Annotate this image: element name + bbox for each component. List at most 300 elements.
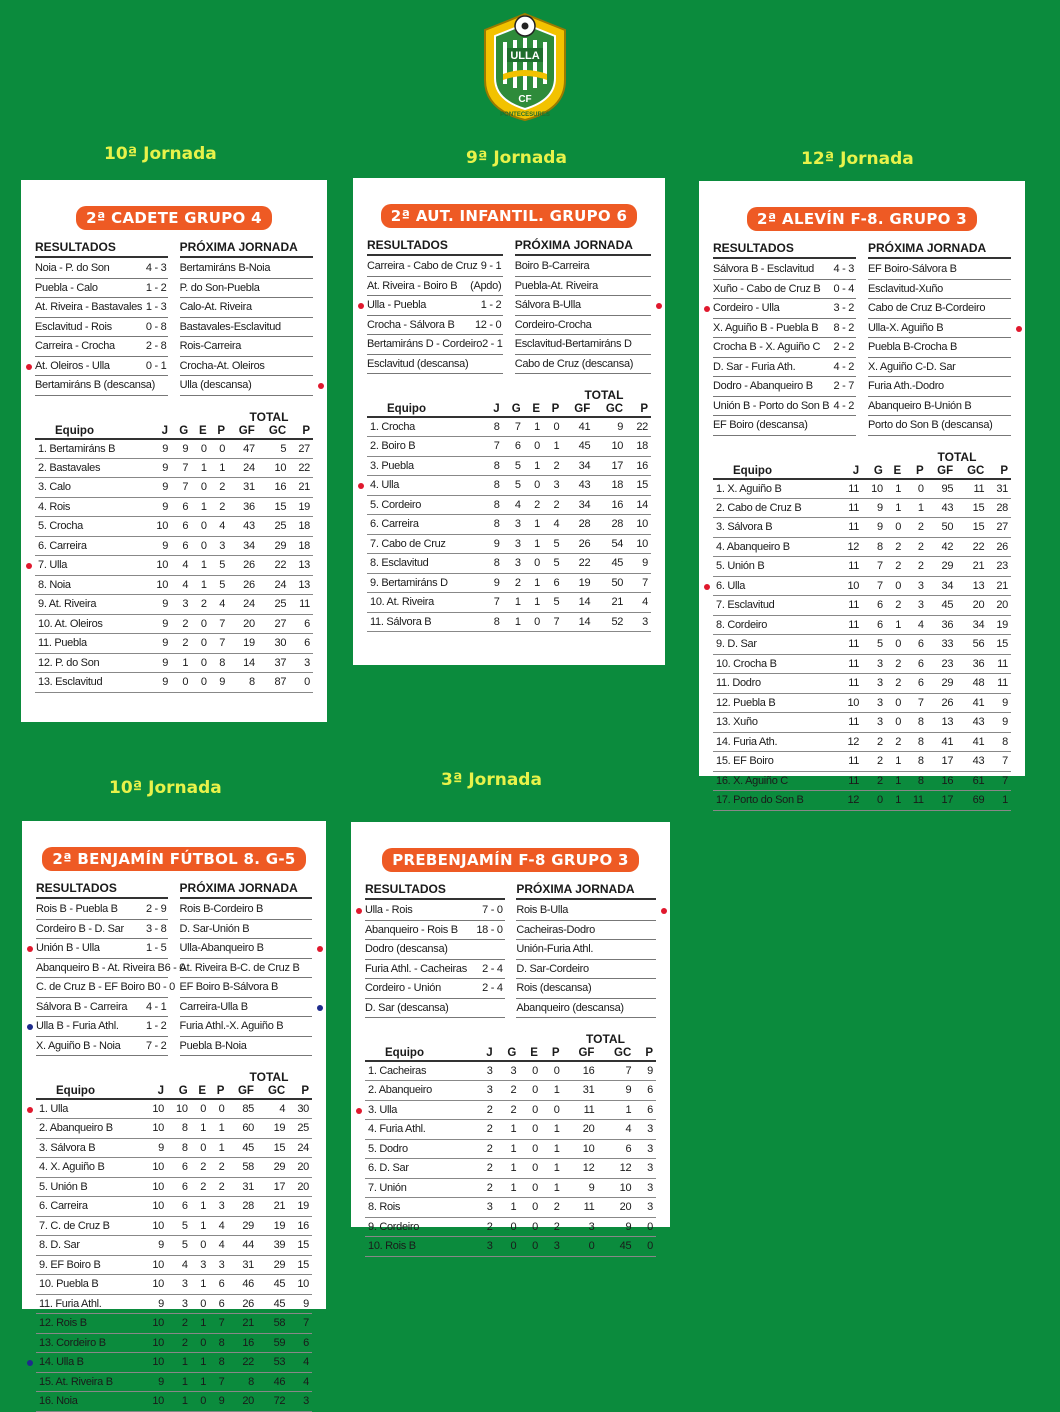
standings-row	[713, 537, 1011, 557]
stat-cell: 20	[227, 1392, 257, 1412]
next-match-teams: Furia Athl.-X. Aguiño B	[179, 1020, 284, 1032]
stat-cell: 20	[956, 596, 987, 616]
stat-cell: 34	[562, 456, 593, 476]
column-header: P	[541, 1046, 563, 1061]
next-match-row	[180, 357, 313, 377]
team-name: 10. Crocha B	[713, 654, 838, 674]
next-match-row	[180, 259, 313, 279]
stat-cell: 12	[563, 1159, 598, 1179]
stat-cell: 22	[289, 458, 313, 478]
red-marker-dot	[704, 306, 710, 312]
result-row	[365, 921, 505, 941]
match-teams: Sálvora B - Carreira	[36, 1000, 128, 1013]
standings-row	[713, 498, 1011, 518]
stat-cell: 60	[227, 1119, 257, 1139]
stat-cell: 1	[541, 1081, 563, 1101]
team-name: 1. Ulla	[36, 1099, 143, 1119]
stat-cell: 2	[210, 497, 228, 517]
team-name: 4. Rois	[35, 497, 147, 517]
stat-cell: 2	[862, 732, 886, 752]
stat-cell: 3	[862, 693, 886, 713]
stat-cell: 2	[862, 771, 886, 791]
standings-table	[36, 1084, 312, 1412]
stat-cell: 1	[597, 1100, 634, 1120]
stat-cell: 9	[143, 1236, 167, 1256]
stat-cell: 11	[838, 674, 862, 694]
stat-cell: 10	[143, 1353, 167, 1373]
stat-cell: 26	[228, 556, 258, 576]
stat-cell: 11	[838, 752, 862, 772]
stat-cell: 17	[927, 752, 956, 772]
team-name: 12. Rois B	[36, 1314, 143, 1334]
stat-cell: 2	[496, 1081, 520, 1101]
team-name: 16. X. Aguiño C	[713, 771, 838, 791]
stat-cell: 15	[956, 498, 987, 518]
stat-cell: 1	[886, 752, 904, 772]
stat-cell: 9	[209, 1392, 227, 1412]
standings-row	[36, 1372, 312, 1392]
team-name: 1. Cacheiras	[365, 1061, 476, 1081]
stat-cell: 7	[171, 478, 191, 498]
standings-row	[713, 576, 1011, 596]
next-match-teams: Cabo de Cruz (descansa)	[514, 357, 634, 370]
stat-cell: 6	[289, 634, 313, 654]
match-score: 4 - 3	[833, 263, 855, 275]
stat-cell: 1	[886, 615, 904, 635]
stat-cell: 0	[191, 1392, 209, 1412]
stat-cell: 0	[496, 1237, 520, 1257]
team-name: 13. Cordeiro B	[36, 1333, 143, 1353]
standings-row	[365, 1159, 656, 1179]
stat-cell: 2	[171, 614, 191, 634]
stat-cell: 20	[228, 614, 258, 634]
stat-cell: 3	[862, 674, 886, 694]
stat-cell: 17	[257, 1177, 288, 1197]
stat-cell: 0	[886, 693, 904, 713]
stat-cell: 41	[927, 732, 956, 752]
stat-cell: 0	[171, 673, 191, 693]
stat-cell: 21	[956, 557, 987, 577]
stat-cell: 27	[258, 614, 289, 634]
team-name: 4. Abanqueiro B	[713, 537, 838, 557]
column-header: GF	[228, 424, 258, 439]
stat-cell: 15	[288, 1236, 312, 1256]
blue-marker-dot	[27, 1360, 33, 1366]
column-header: E	[524, 402, 543, 417]
team-name: 4. X. Aguiño B	[36, 1158, 143, 1178]
red-marker-dot	[661, 908, 667, 914]
standings-row	[713, 752, 1011, 772]
blue-marker-dot	[27, 1024, 33, 1030]
stat-cell: 6	[167, 1197, 191, 1217]
stat-cell: 2	[886, 732, 904, 752]
stat-cell: 45	[927, 596, 956, 616]
stat-cell: 1	[541, 1120, 563, 1140]
stat-cell: 5	[167, 1216, 191, 1236]
match-score: 8 - 2	[833, 321, 855, 334]
next-match-row	[515, 257, 651, 277]
team-name: 7. Esclavitud	[713, 596, 838, 616]
results-column	[36, 881, 186, 1056]
stat-cell: 8	[485, 495, 503, 515]
stat-cell: 28	[593, 515, 626, 535]
results-section	[35, 240, 313, 396]
stat-cell: 3	[496, 1061, 520, 1081]
stat-cell: 10	[143, 1314, 167, 1334]
next-match-teams: Abanqueiro B-Unión B	[867, 399, 972, 412]
svg-text:CF: CF	[518, 94, 532, 105]
stat-cell: 19	[257, 1119, 288, 1139]
stat-cell: 1	[503, 612, 524, 632]
stat-cell: 2	[476, 1120, 496, 1140]
standings-row	[713, 596, 1011, 616]
stat-cell: 43	[562, 476, 593, 496]
team-name: 7. Unión	[365, 1178, 476, 1198]
result-row	[365, 940, 505, 960]
match-teams: Rois B - Puebla B	[36, 903, 118, 915]
stat-cell: 2	[886, 557, 904, 577]
standings-row	[367, 437, 651, 457]
stat-cell: 1	[496, 1198, 520, 1218]
stat-cell: 16	[626, 456, 651, 476]
stat-cell: 45	[227, 1138, 257, 1158]
stat-cell: 9	[147, 595, 171, 615]
stat-cell: 3	[171, 595, 191, 615]
stat-cell: 41	[956, 732, 987, 752]
stat-cell: 9	[597, 1081, 634, 1101]
stat-cell: 3	[289, 653, 313, 673]
stat-cell: 4	[171, 575, 191, 595]
stat-cell: 45	[562, 437, 593, 457]
next-match-row	[515, 277, 651, 297]
stat-cell: 6	[634, 1081, 656, 1101]
team-name: 2. Bastavales	[35, 458, 147, 478]
stat-cell: 50	[927, 518, 956, 538]
stat-cell: 42	[927, 537, 956, 557]
stat-cell: 6	[209, 1294, 227, 1314]
stat-cell: 1	[543, 437, 562, 457]
match-score: 2 - 7	[833, 380, 855, 392]
stat-cell: 20	[288, 1177, 312, 1197]
stat-cell: 2	[543, 456, 562, 476]
stat-cell: 0	[886, 635, 904, 655]
match-score: 6 - 0	[164, 961, 186, 974]
standings-row	[367, 612, 651, 632]
stat-cell: 3	[167, 1275, 191, 1295]
standings-row	[36, 1197, 312, 1217]
stat-cell: 0	[519, 1120, 541, 1140]
result-row	[365, 999, 505, 1019]
stat-cell: 21	[289, 478, 313, 498]
stat-cell: 19	[228, 634, 258, 654]
standings-table	[35, 424, 313, 693]
team-name: 13. Esclavitud	[35, 673, 147, 693]
stat-cell: 23	[987, 557, 1011, 577]
standings-row	[713, 615, 1011, 635]
column-header: G	[171, 424, 191, 439]
stat-cell: 1	[541, 1139, 563, 1159]
next-match-row	[180, 978, 312, 998]
stat-cell: 2	[904, 557, 927, 577]
stat-cell: 5	[210, 575, 228, 595]
stat-cell: 52	[593, 612, 626, 632]
stat-cell: 30	[288, 1099, 312, 1119]
stat-cell: 8	[862, 537, 886, 557]
stat-cell: 12	[838, 732, 862, 752]
next-match-row	[868, 260, 1011, 280]
next-match-row	[180, 998, 312, 1018]
team-name: 1. Bertamiráns B	[35, 439, 147, 459]
stat-cell: 0	[543, 417, 562, 437]
league-card-benjamin	[22, 821, 326, 1408]
team-name: 15. At. Riveira B	[36, 1372, 143, 1392]
next-match-teams: Rois-Carreira	[179, 340, 242, 352]
column-header: E	[886, 464, 904, 479]
next-round-column	[516, 882, 656, 1018]
match-score: 2 - 9	[145, 903, 167, 915]
stat-cell: 4	[543, 515, 562, 535]
stat-cell: 10	[626, 534, 651, 554]
stat-cell: 6	[503, 437, 524, 457]
stat-cell: 2	[904, 518, 927, 538]
stat-cell: 15	[626, 476, 651, 496]
next-round-column	[180, 240, 313, 396]
team-name: 4. Ulla	[367, 476, 485, 496]
red-marker-dot	[27, 1107, 33, 1113]
stat-cell: 3	[476, 1198, 496, 1218]
column-header: P	[904, 464, 927, 479]
next-match-row	[180, 959, 312, 979]
result-row	[713, 338, 856, 358]
stat-cell: 8	[209, 1333, 227, 1353]
stat-cell: 8	[485, 612, 503, 632]
stat-cell: 0	[191, 653, 209, 673]
stat-cell: 10	[143, 1099, 167, 1119]
next-match-teams: D. Sar-Cordeiro	[516, 962, 589, 975]
stat-cell: 10	[593, 437, 626, 457]
red-marker-dot	[317, 946, 323, 952]
team-name: 10. At. Oleiros	[35, 614, 147, 634]
stat-cell: 7	[987, 771, 1011, 791]
stat-cell: 0	[191, 1294, 209, 1314]
stat-cell: 6	[167, 1177, 191, 1197]
stat-cell: 14	[562, 612, 593, 632]
results-column	[365, 882, 505, 1018]
stat-cell: 25	[258, 517, 289, 537]
standings-row	[365, 1178, 656, 1198]
stat-cell: 1	[191, 1353, 209, 1373]
result-row	[36, 1017, 168, 1037]
stat-cell: 5	[543, 554, 562, 574]
stat-cell: 10	[288, 1275, 312, 1295]
team-name: 6. Carreira	[35, 536, 147, 556]
stat-cell: 9	[147, 458, 171, 478]
stat-cell: 0	[904, 479, 927, 499]
standings-table	[713, 464, 1011, 811]
result-row	[367, 296, 503, 316]
next-match-teams: Sálvora B-Ulla	[514, 299, 581, 311]
results-section	[713, 241, 1011, 436]
stat-cell: 2	[209, 1177, 227, 1197]
stat-cell: 10	[143, 1119, 167, 1139]
standings-row	[36, 1138, 312, 1158]
total-label: TOTAL	[584, 388, 624, 402]
stat-cell: 0	[519, 1139, 541, 1159]
standings-row	[36, 1216, 312, 1236]
stat-cell: 61	[956, 771, 987, 791]
stat-cell: 50	[593, 573, 626, 593]
match-teams: Ulla - Rois	[365, 904, 413, 916]
next-match-teams: Puebla B-Noia	[179, 1039, 247, 1052]
match-teams: Crocha - Sálvora B	[367, 318, 455, 331]
team-name: 8. Esclavitud	[367, 554, 485, 574]
column-header: G	[862, 464, 886, 479]
stat-cell: 2	[476, 1159, 496, 1179]
total-label: TOTAL	[586, 1032, 625, 1046]
results-section	[367, 238, 651, 374]
stat-cell: 20	[563, 1120, 598, 1140]
column-header: P	[209, 1084, 227, 1099]
stat-cell: 8	[485, 515, 503, 535]
stat-cell: 9	[597, 1217, 634, 1237]
stat-cell: 16	[288, 1216, 312, 1236]
stat-cell: 2	[904, 537, 927, 557]
stat-cell: 11	[956, 479, 987, 499]
stat-cell: 45	[257, 1294, 288, 1314]
match-teams: Abanqueiro - Rois B	[365, 923, 458, 936]
stat-cell: 31	[563, 1081, 598, 1101]
stat-cell: 6	[543, 573, 562, 593]
team-name: 9. Bertamiráns D	[367, 573, 485, 593]
stat-cell: 34	[562, 495, 593, 515]
results-header: RESULTADOS	[367, 238, 503, 256]
match-teams: Cordeiro - Ulla	[713, 302, 780, 314]
match-teams: Dodro - Abanqueiro B	[713, 380, 813, 392]
result-row	[35, 357, 168, 377]
stat-cell: 1	[167, 1372, 191, 1392]
stat-cell: 28	[562, 515, 593, 535]
stat-cell: 0	[524, 437, 543, 457]
stat-cell: 6	[862, 615, 886, 635]
stat-cell: 5	[167, 1236, 191, 1256]
result-row	[713, 319, 856, 339]
stat-cell: 8	[987, 732, 1011, 752]
team-name: 11. Dodro	[713, 674, 838, 694]
next-match-teams: Calo-At. Riveira	[179, 301, 252, 313]
svg-text:PONTECESURES: PONTECESURES	[500, 112, 550, 118]
column-header: P	[543, 402, 562, 417]
stat-cell: 1	[524, 417, 543, 437]
stat-cell: 24	[228, 595, 258, 615]
column-header: J	[476, 1046, 496, 1061]
stat-cell: 1	[886, 479, 904, 499]
result-row	[36, 920, 168, 940]
next-match-row	[180, 279, 313, 299]
stat-cell: 36	[228, 497, 258, 517]
result-row	[36, 900, 168, 920]
match-score	[501, 355, 503, 374]
next-match-teams: EF Boiro-Sálvora B	[867, 263, 957, 275]
team-name: 4. Furia Athl.	[365, 1120, 476, 1140]
match-score	[854, 416, 856, 435]
stat-cell: 46	[227, 1275, 257, 1295]
stat-cell: 31	[227, 1177, 257, 1197]
next-match-teams: Carreira-Ulla B	[179, 1000, 248, 1013]
standings-table	[367, 402, 651, 632]
standings-row	[713, 674, 1011, 694]
stat-cell: 27	[987, 518, 1011, 538]
next-match-teams: At. Riveira B-C. de Cruz B	[179, 961, 300, 974]
match-teams: D. Sar - Furia Ath.	[713, 360, 796, 373]
stat-cell: 3	[634, 1159, 656, 1179]
match-teams: Sálvora B - Esclavitud	[713, 263, 814, 275]
stat-cell: 72	[257, 1392, 288, 1412]
stat-cell: 0	[191, 614, 209, 634]
match-teams: At. Oleiros - Ulla	[35, 359, 110, 372]
next-match-row	[180, 1037, 312, 1057]
next-match-row	[180, 376, 313, 396]
next-round-header: PRÓXIMA JORNADA	[180, 240, 313, 258]
stat-cell: 10	[143, 1392, 167, 1412]
team-name: 6. Carreira	[36, 1197, 143, 1217]
result-row	[36, 1037, 168, 1057]
stat-cell: 3	[626, 612, 651, 632]
match-teams: Puebla - Calo	[35, 281, 98, 294]
stat-cell: 53	[257, 1353, 288, 1373]
stat-cell: 8	[485, 456, 503, 476]
column-header: P	[626, 402, 651, 417]
match-score	[166, 376, 168, 395]
result-row	[35, 337, 168, 357]
match-score: 0 - 8	[145, 320, 167, 333]
stat-cell: 2	[862, 752, 886, 772]
league-title: 2ª AUT. INFANTIL. GRUPO 6	[381, 204, 637, 228]
stat-cell: 7	[209, 1314, 227, 1334]
stat-cell: 4	[209, 1236, 227, 1256]
stat-cell: 3	[862, 654, 886, 674]
stat-cell: 2	[167, 1314, 191, 1334]
stat-cell: 31	[228, 478, 258, 498]
red-marker-dot	[358, 303, 364, 309]
stat-cell: 7	[288, 1314, 312, 1334]
team-name: 9. At. Riveira	[35, 595, 147, 615]
stat-cell: 9	[862, 518, 886, 538]
team-name: 6. Carreira	[367, 515, 485, 535]
stat-cell: 18	[289, 536, 313, 556]
stat-cell: 1	[886, 498, 904, 518]
stat-cell: 7	[597, 1061, 634, 1081]
jornada-label: 9ª Jornada	[466, 148, 567, 168]
column-header: P	[987, 464, 1011, 479]
stat-cell: 56	[956, 635, 987, 655]
result-row	[35, 318, 168, 338]
next-round-column	[515, 238, 651, 374]
result-row	[365, 979, 505, 999]
column-header: GC	[258, 424, 289, 439]
stat-cell: 26	[227, 1294, 257, 1314]
stat-cell: 21	[987, 576, 1011, 596]
stat-cell: 21	[257, 1197, 288, 1217]
stat-cell: 10	[143, 1333, 167, 1353]
stat-cell: 9	[147, 653, 171, 673]
stat-cell: 3	[210, 536, 228, 556]
stat-cell: 20	[987, 596, 1011, 616]
stat-cell: 3	[288, 1392, 312, 1412]
team-name: 9. EF Boiro B	[36, 1255, 143, 1275]
next-match-teams: Cordeiro-Crocha	[514, 318, 592, 331]
stat-cell: 69	[956, 791, 987, 811]
stat-cell: 39	[257, 1236, 288, 1256]
